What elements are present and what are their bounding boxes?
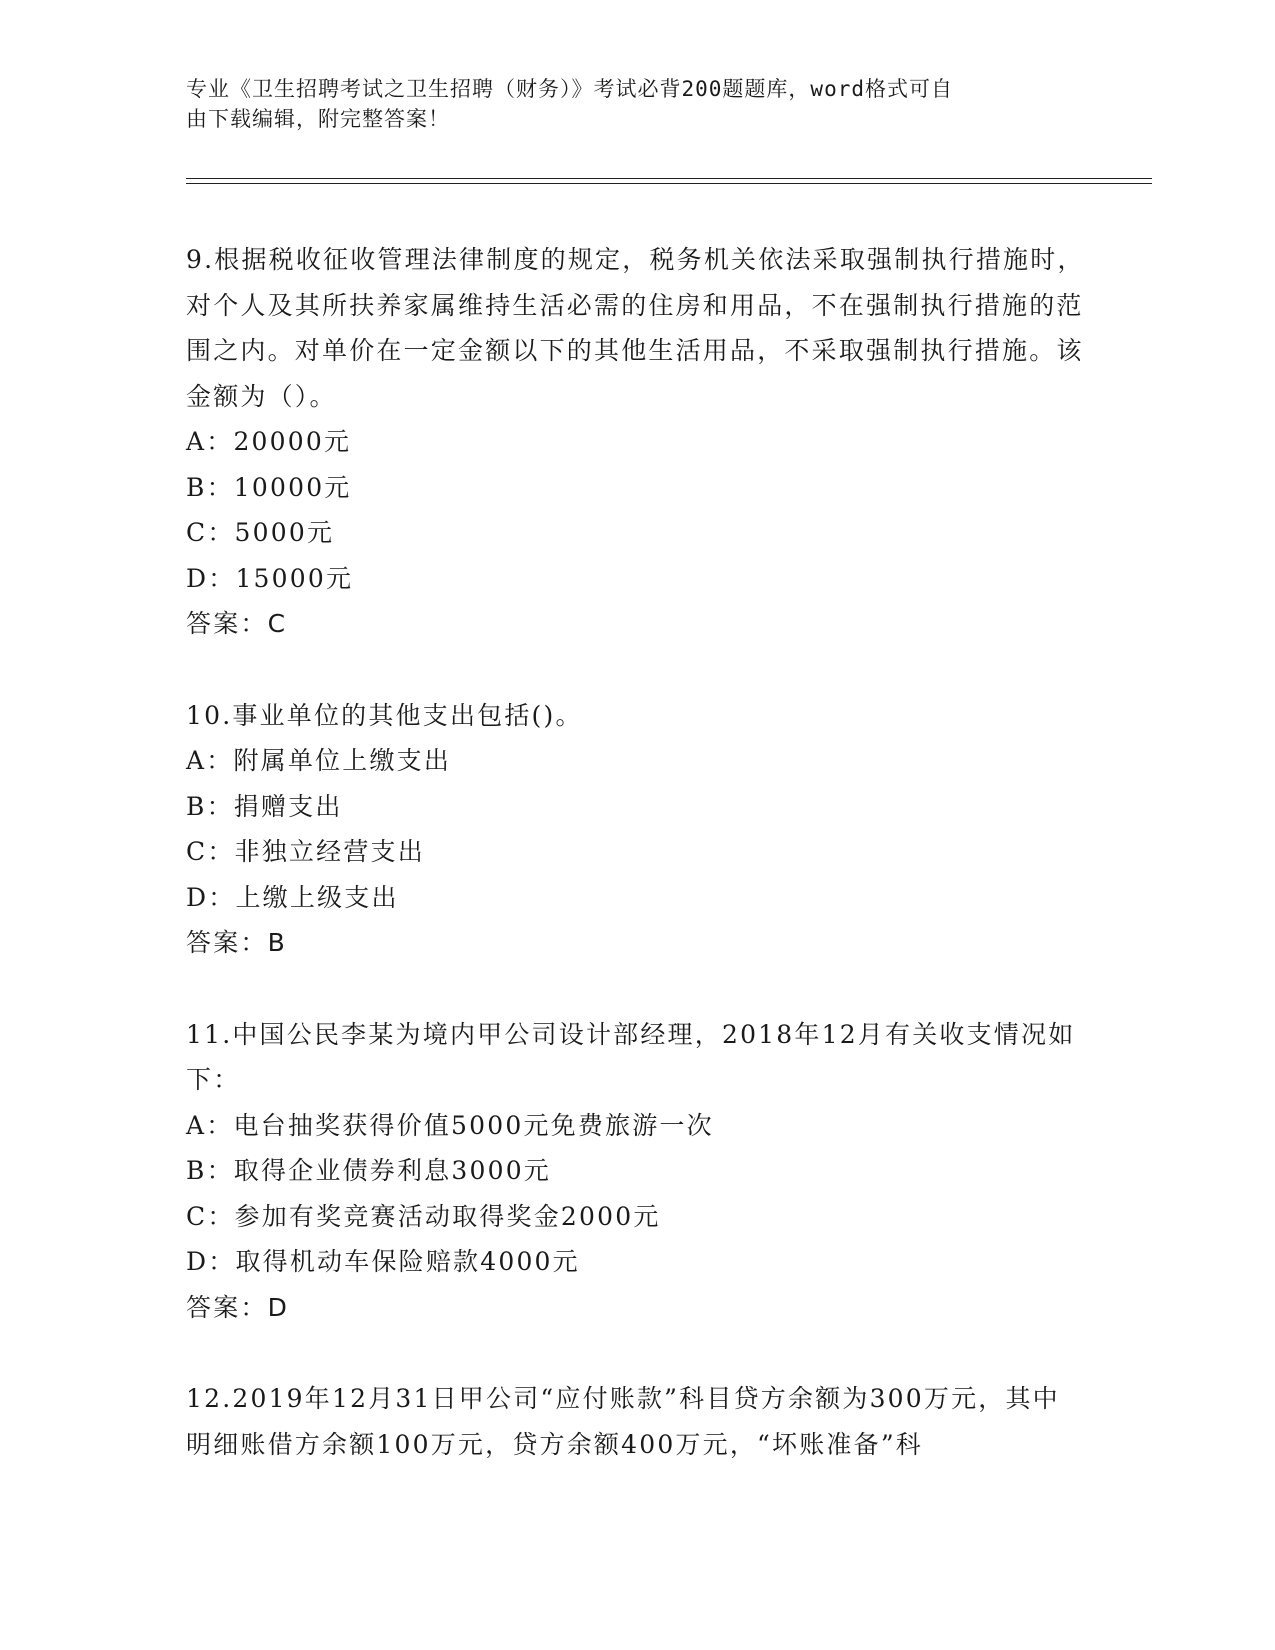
answer-line: 答案：D <box>186 1292 290 1322</box>
question-11 <box>186 1012 1086 1331</box>
header-divider-bottom <box>186 183 1152 184</box>
option-d: D：上缴上级支出 <box>186 882 399 912</box>
option-a: A：电台抽奖获得价值5000元免费旅游一次 <box>186 1110 714 1140</box>
option-c: C：非独立经营支出 <box>186 837 425 866</box>
option-c: C：5000元 <box>186 518 335 547</box>
option-d: D：取得机动车保险赔款4000元 <box>186 1247 580 1276</box>
header-divider-top <box>186 178 1152 179</box>
header-line-2: 由下载编辑，附完整答案！ <box>186 107 450 131</box>
question-stem: 11.中国公民李某为境内甲公司设计部经理，2018年12月有关收支情况如下： <box>186 1019 1076 1094</box>
question-spacer <box>186 1330 1086 1376</box>
question-12 <box>186 1376 1086 1467</box>
question-10 <box>186 693 1086 966</box>
option-d: D：15000元 <box>186 563 354 593</box>
question-stem: 9.根据税收征收管理法律制度的规定，税务机关依法采取强制执行措施时，对个人及其所扶养家属维持生活必需的住房和用品，不在强制执行措施的范围之内。对单价在一定金额以下的其他生活用品，不采取强制执行措施。该金额为（）。 <box>186 245 1085 411</box>
question-stem: 10.事业单位的其他支出包括()。 <box>186 700 583 730</box>
question-list <box>186 237 1086 1467</box>
option-b: B：取得企业债券利息3000元 <box>186 1156 551 1185</box>
question-spacer <box>186 647 1086 693</box>
document-header <box>186 74 1066 134</box>
question-9 <box>186 237 1086 647</box>
answer-line: 答案：B <box>186 928 287 957</box>
option-c: C：参加有奖竞赛活动取得奖金2000元 <box>186 1201 661 1231</box>
option-b: B：捐赠支出 <box>186 791 343 821</box>
question-stem: 12.2019年12月31日甲公司“应付账款”科目贷方余额为300万元，其中明细账借方余额100万元，贷方余额400万元，“坏账准备”科 <box>186 1384 1060 1459</box>
header-line-1: 专业《卫生招聘考试之卫生招聘（财务）》考试必背200题题库，word格式可自 <box>186 77 953 101</box>
option-a: A：20000元 <box>186 427 352 456</box>
option-b: B：10000元 <box>186 472 352 502</box>
question-spacer <box>186 966 1086 1012</box>
option-a: A：附属单位上缴支出 <box>186 746 452 775</box>
answer-line: 答案：C <box>186 609 288 638</box>
